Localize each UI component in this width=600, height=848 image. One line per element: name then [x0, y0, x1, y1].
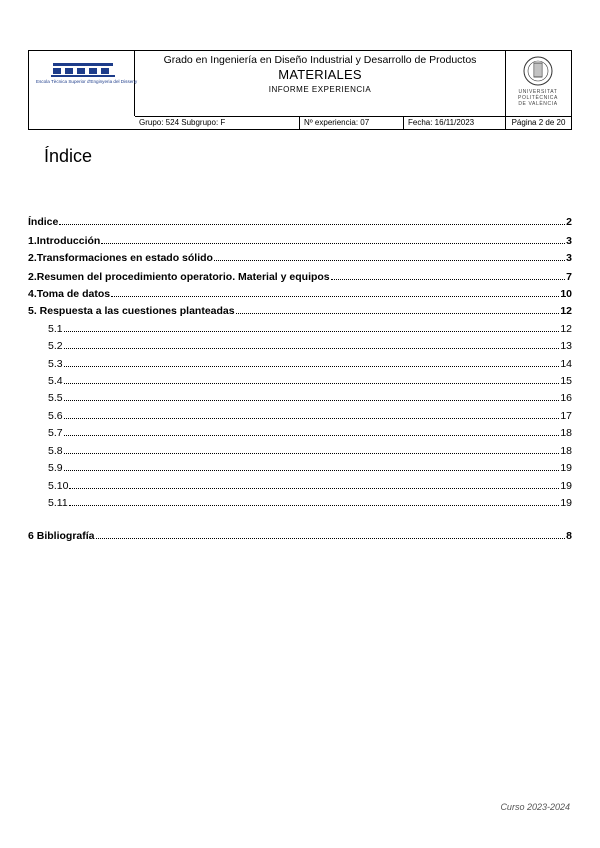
toc-subentry-page: 18: [560, 445, 572, 457]
toc-leader-dots: [64, 348, 560, 349]
toc-subentry-page: 14: [560, 358, 572, 370]
toc-subentry[interactable]: [28, 443, 572, 457]
toc-leader-dots: [64, 400, 560, 401]
toc-subentry[interactable]: [28, 425, 572, 439]
toc-entry[interactable]: [28, 250, 572, 264]
toc-subentry-page: 13: [560, 340, 572, 352]
toc-leader-dots: [101, 243, 565, 244]
toc-subentry[interactable]: [28, 408, 572, 422]
toc-entry-label: 2.Transformaciones en estado sólido: [28, 252, 213, 264]
school-logo-text: Escola Tècnica Superior d'Enginyeria del Disseny: [36, 79, 138, 84]
toc-leader-dots: [96, 538, 566, 539]
school-logo-icon: [29, 51, 138, 91]
toc-entry-label: 6 Bibliografía: [28, 530, 95, 542]
toc-subentry-label: 5.11: [48, 497, 68, 509]
toc-subentry[interactable]: [28, 495, 572, 509]
toc-subentry-label: 5.9: [48, 462, 63, 474]
toc-leader-dots: [64, 453, 560, 454]
toc-subentry-page: 19: [560, 462, 572, 474]
toc-leader-dots: [64, 366, 560, 367]
toc-subentry-label: 5.5: [48, 392, 63, 404]
toc-leader-dots: [64, 383, 560, 384]
toc-entry-page: 2: [566, 216, 572, 228]
toc-subentry[interactable]: [28, 460, 572, 474]
toc-leader-dots: [64, 470, 560, 471]
date-cell: Fecha: 16/11/2023: [403, 117, 505, 129]
toc-entry-page: 12: [560, 305, 572, 317]
toc-leader-dots: [59, 224, 565, 225]
toc-subentry-page: 18: [560, 427, 572, 439]
toc-subentry[interactable]: [28, 321, 572, 335]
toc-subentry-page: 17: [560, 410, 572, 422]
toc-subentry-page: 19: [560, 480, 572, 492]
report-type: INFORME EXPERIENCIA: [268, 85, 372, 94]
toc-entry-page: 10: [560, 288, 572, 300]
toc-leader-dots: [69, 505, 560, 506]
toc-entry-page: 7: [566, 271, 572, 283]
toc-subentry-page: 19: [560, 497, 572, 509]
toc-entry-page: 3: [566, 235, 572, 247]
toc-leader-dots: [214, 260, 565, 261]
toc-subentry-page: 16: [560, 392, 572, 404]
toc-entry-page: 3: [566, 252, 572, 264]
header-info-row: [135, 116, 505, 129]
toc-subentry-label: 5.1: [48, 323, 63, 335]
toc-subentry-label: 5.6: [48, 410, 63, 422]
experiment-cell: Nº experiencia: 07: [299, 117, 403, 129]
toc-subentry[interactable]: [28, 338, 572, 352]
page-title: Índice: [44, 146, 93, 166]
toc-leader-dots: [236, 313, 560, 314]
toc-subentry-label: 5.8: [48, 445, 63, 457]
toc-subentry-label: 5.2: [48, 340, 63, 352]
course-footer: Curso 2023-2024: [500, 802, 570, 812]
toc-entry-label: 5. Respuesta a las cuestiones planteadas: [28, 305, 235, 317]
document-header: [28, 50, 572, 130]
toc-subentry-label: 5.4: [48, 375, 63, 387]
toc-leader-dots: [69, 488, 559, 489]
toc-leader-dots: [111, 296, 559, 297]
toc-subentry-label: 5.10: [48, 480, 69, 492]
toc-entry[interactable]: [28, 286, 572, 300]
toc-entry[interactable]: [28, 233, 572, 247]
toc-subentry[interactable]: [28, 478, 572, 492]
header-title-block: [135, 51, 505, 116]
page-number-cell: Página 2 de 20: [505, 116, 571, 129]
university-logo-text: UNIVERSITAT POLITÈCNICA DE VALÈNCIA: [518, 89, 558, 107]
school-logo: [29, 51, 138, 116]
toc-subentry-page: 15: [560, 375, 572, 387]
toc-subentry-label: 5.7: [48, 427, 63, 439]
toc-subentry-page: 12: [560, 323, 572, 335]
toc-leader-dots: [64, 331, 560, 332]
toc-subentry[interactable]: [28, 356, 572, 370]
university-seal-icon: [506, 53, 570, 89]
toc-entry-bibliography[interactable]: [28, 528, 572, 542]
toc-entry-page: 8: [566, 530, 572, 542]
toc-subentry-label: 5.3: [48, 358, 63, 370]
subject-title: MATERIALES: [278, 67, 362, 82]
group-cell: Grupo: 524 Subgrupo: F: [139, 118, 226, 127]
toc-entry-label: Índice: [28, 216, 59, 228]
toc-entry[interactable]: [28, 269, 572, 283]
toc-entry-label: 4.Toma de datos: [28, 288, 111, 300]
toc-subentry[interactable]: [28, 390, 572, 404]
degree-title: Grado en Ingeniería en Diseño Industrial y Desarrollo de Productos: [163, 54, 477, 66]
toc-leader-dots: [64, 435, 560, 436]
toc-leader-dots: [331, 279, 566, 280]
toc-entry[interactable]: [28, 214, 572, 228]
toc-entry-label: 2.Resumen del procedimiento operatorio. Material y equipos: [28, 271, 330, 283]
toc-leader-dots: [64, 418, 560, 419]
toc-subentry[interactable]: [28, 373, 572, 387]
toc-entry-label: 1.Introducción: [28, 235, 101, 247]
toc-entry[interactable]: [28, 303, 572, 317]
